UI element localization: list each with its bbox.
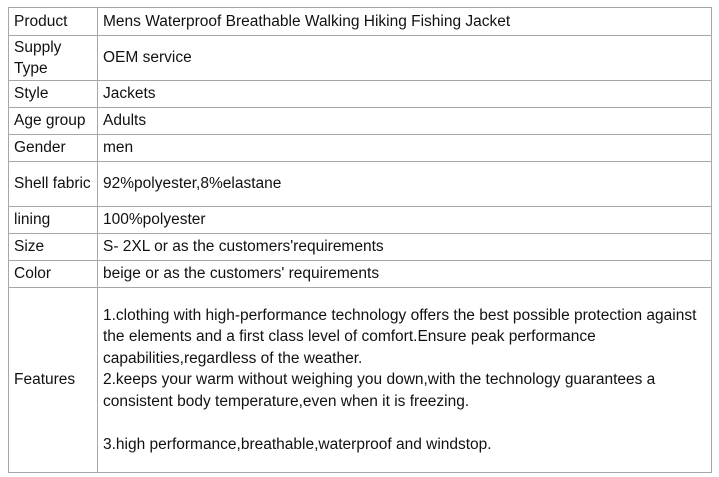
spec-row-gender: [9, 135, 712, 162]
spec-label-color: Color: [9, 261, 98, 288]
spec-row-style: [9, 81, 712, 108]
spec-row-supply-type: [9, 36, 712, 81]
spec-row-product: [9, 8, 712, 36]
spec-value-color: beige or as the customers' requirements: [98, 261, 712, 288]
spec-value-features: [98, 288, 712, 473]
feature-paragraph-1: 1.clothing with high-performance technology offers the best possible protection against the elements and a first class level of comfort.Ensure peak performance capabilities,regardless of the weather.: [103, 306, 697, 367]
spec-label-lining: lining: [9, 207, 98, 234]
spec-row-size: [9, 234, 712, 261]
spec-row-shell-fabric: [9, 162, 712, 207]
feature-paragraph-3: 3.high performance,breathable,waterproof and windstop.: [103, 435, 492, 453]
spec-value-product: Mens Waterproof Breathable Walking Hiking Fishing Jacket: [98, 8, 712, 36]
spec-value-size: S- 2XL or as the customers'requirements: [98, 234, 712, 261]
spec-label-size: Size: [9, 234, 98, 261]
spec-row-lining: [9, 207, 712, 234]
spec-value-age-group: Adults: [98, 108, 712, 135]
spec-value-shell-fabric: 92%polyester,8%elastane: [98, 162, 712, 207]
spec-row-age-group: [9, 108, 712, 135]
spec-value-gender: men: [98, 135, 712, 162]
spec-label-style: Style: [9, 81, 98, 108]
spec-value-style: Jackets: [98, 81, 712, 108]
spec-label-product: Product: [9, 8, 98, 36]
spec-row-color: [9, 261, 712, 288]
spec-label-features: Features: [9, 288, 98, 473]
spec-label-shell-fabric: Shell fabric: [9, 162, 98, 207]
spec-label-age-group: Age group: [9, 108, 98, 135]
spec-label-supply-type: Supply Type: [9, 36, 98, 81]
spec-value-lining: 100%polyester: [98, 207, 712, 234]
spec-label-gender: Gender: [9, 135, 98, 162]
product-spec-table: [8, 7, 712, 473]
spec-row-features: [9, 288, 712, 473]
spec-value-supply-type: OEM service: [98, 36, 712, 81]
feature-paragraph-2: 2.keeps your warm without weighing you down,with the technology guarantees a consistent body temperature,even when it is freezing.: [103, 371, 656, 410]
